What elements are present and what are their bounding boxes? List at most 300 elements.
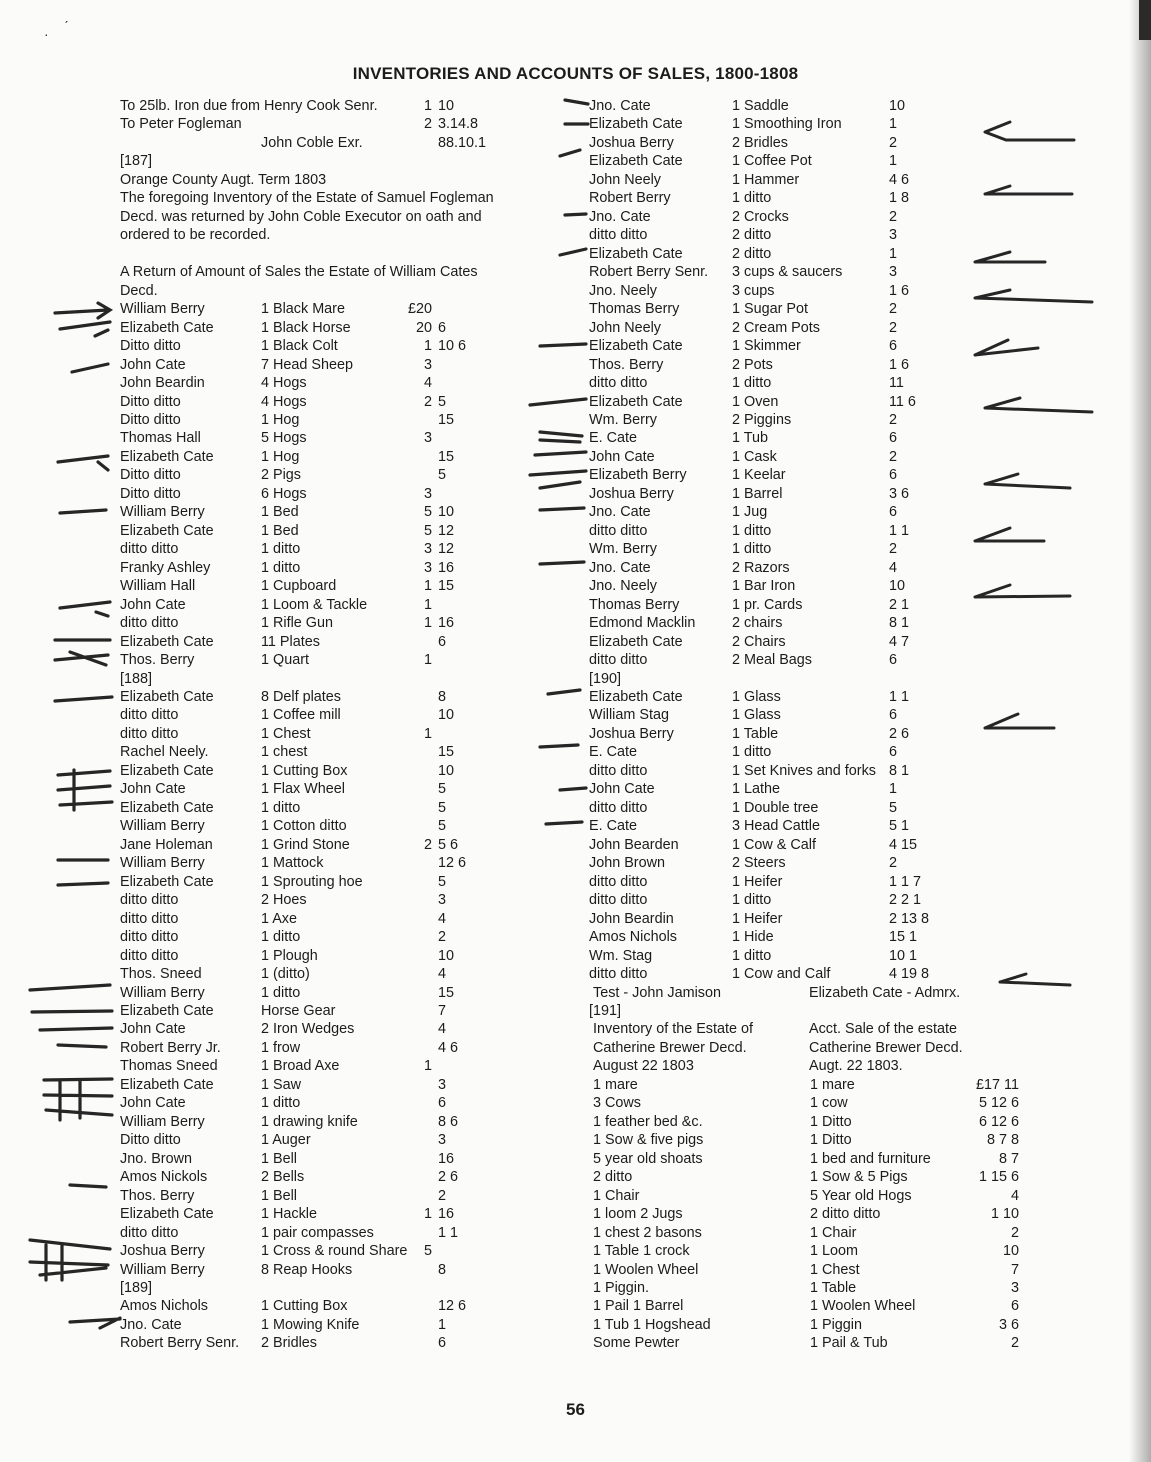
margin-arrow [60, 322, 110, 336]
sale-row [120, 928, 565, 946]
sale-row [120, 836, 565, 854]
sale-row [589, 374, 1044, 392]
buyer-name: ditto ditto [120, 541, 179, 558]
item-description: 2 Meal Bags [732, 652, 812, 669]
shillings-pence-value: 6 [438, 319, 447, 336]
right-column [589, 97, 1044, 1353]
pounds-value: 1 [423, 615, 432, 632]
item-description: 1 Cupboard [261, 578, 337, 595]
shillings-pence-value: 5 [438, 467, 447, 484]
scan-speck: ˊ [64, 18, 69, 34]
item-description: 5 Hogs [261, 430, 307, 447]
item-description: 1 Lathe [732, 781, 781, 798]
sale-item: 1 mare [810, 1076, 855, 1093]
sale-row [120, 577, 565, 595]
buyer-name: William Berry [120, 984, 205, 1001]
shillings-pence-value: 15 [438, 578, 455, 595]
buyer-name: ditto ditto [589, 652, 648, 669]
buyer-name: William Berry [120, 301, 205, 318]
item-description: 1 Hog [261, 411, 300, 428]
sale-value: 5 1 [889, 818, 910, 835]
item-description: 1 pr. Cards [732, 596, 803, 613]
sale-row [120, 411, 565, 429]
sale-row [120, 1020, 565, 1038]
inventory-item: Some Pewter [593, 1335, 680, 1352]
buyer-name: Amos Nichols [589, 929, 677, 946]
buyer-name: William Berry [120, 855, 205, 872]
item-description: 1 Keelar [732, 467, 786, 484]
shillings-pence-value: 5 [438, 873, 447, 890]
item-description: 11 Plates [261, 633, 320, 650]
item-description: 1 Bell [261, 1187, 297, 1204]
sale-row [120, 984, 565, 1002]
item-description: 3 Head Cattle [732, 818, 820, 835]
sale-row [120, 337, 565, 355]
buyer-name: To Peter Fogleman [120, 116, 242, 133]
sale-value: 2 [1010, 1335, 1019, 1352]
pounds-value: 1 [423, 98, 432, 114]
shillings-pence-value: 12 6 [438, 855, 467, 872]
sale-row [589, 651, 1044, 669]
inventory-item: 1 Pail 1 Barrel [593, 1298, 684, 1315]
buyer-name: E. Cate [589, 818, 637, 835]
buyer-name: Jno. Cate [589, 208, 651, 225]
shillings-pence-value: 16 [438, 559, 455, 576]
pounds-value: 1 [423, 652, 432, 669]
sale-item: 1 Woolen Wheel [810, 1298, 916, 1315]
buyer-name: John Cate [589, 448, 655, 465]
sale-row [120, 1205, 565, 1223]
sale-row [589, 596, 1044, 614]
item-description: 1 Coffee Pot [732, 153, 812, 170]
sale-row [589, 743, 1044, 761]
item-description: 7 Head Sheep [261, 356, 354, 373]
sale-item: 1 Table [810, 1280, 857, 1296]
buyer-name: John Neely [589, 171, 661, 188]
buyer-name: Elizabeth Cate [120, 1002, 214, 1019]
sale-row [589, 891, 1044, 909]
margin-arrow [55, 640, 110, 665]
sale-row [589, 947, 1044, 965]
text-line: [191] [589, 1002, 622, 1019]
sale-value: 4 7 [889, 633, 910, 650]
item-description: 1 Coffee mill [261, 707, 341, 724]
sale-value: 4 6 [889, 171, 910, 188]
inventory-sale-row [589, 1261, 1044, 1279]
sale-value: 2 6 [889, 725, 910, 742]
sale-value: 3 [889, 264, 898, 281]
shillings-pence-value: 3 [438, 892, 447, 909]
sale-row [120, 540, 565, 558]
sale-value: 2 13 8 [889, 910, 930, 927]
text-line: The foregoing Inventory of the Estate of Samuel Fogleman [120, 190, 494, 207]
sale-value: 2 [889, 134, 898, 151]
text-line: A Return of Amount of Sales the Estate of William Cates [120, 264, 478, 281]
spacer [120, 245, 565, 263]
margin-arrow [55, 655, 108, 660]
sale-value: 4 [889, 559, 898, 576]
sale-value: 4 [1010, 1187, 1019, 1204]
item-description: 2 Crocks [732, 208, 789, 225]
shillings-pence-value: 15 [438, 411, 455, 428]
sale-row [589, 817, 1044, 835]
item-description: 1 Rifle Gun [261, 615, 333, 632]
sale-row [120, 762, 565, 780]
shillings-pence-value: 2 6 [438, 1169, 459, 1186]
sale-row [120, 1131, 565, 1149]
scan-corner-mark [1139, 0, 1151, 40]
buyer-name: John Brown [589, 855, 665, 872]
buyer-name: John Beardin [120, 375, 205, 392]
sale-value: 2 [889, 855, 898, 872]
buyer-name: ditto ditto [589, 762, 648, 779]
margin-arrow [58, 456, 108, 470]
left-text: August 22 1803 [593, 1058, 694, 1075]
text-line: [188] [120, 670, 153, 687]
inventory-sale-row [589, 1242, 1044, 1260]
item-description: 1 Cotton ditto [261, 818, 347, 835]
buyer-name: Thomas Berry [589, 301, 680, 318]
inventory-sale-row [589, 1187, 1044, 1205]
sale-item: 1 Chair [810, 1224, 857, 1241]
shillings-pence-value: 10 [438, 762, 455, 779]
buyer-name: John Cate [120, 596, 186, 613]
sale-item: 1 Chest [810, 1261, 860, 1278]
left-text: Inventory of the Estate of [593, 1021, 753, 1038]
sale-item: 1 bed and furniture [810, 1150, 931, 1167]
pounds-value: 20 [415, 319, 432, 336]
sale-value: 1 6 [889, 282, 910, 299]
sale-value: 1 15 6 [978, 1169, 1019, 1186]
item-description: 1 Quart [261, 652, 309, 669]
item-description: 3 cups & saucers [732, 264, 843, 281]
buyer-name: Joshua Berry [589, 134, 674, 151]
sale-row [589, 263, 1044, 281]
shillings-pence-value: 5 [438, 781, 447, 798]
sale-row [120, 651, 565, 669]
buyer-name: Thos. Sneed [120, 966, 202, 983]
buyer-name: Elizabeth Cate [120, 799, 214, 816]
buyer-name: Ditto ditto [120, 467, 181, 484]
shillings-pence-value: 15 [438, 744, 455, 761]
buyer-name: William Hall [120, 578, 196, 595]
item-description: 1 Black Horse [261, 319, 351, 336]
margin-arrow [58, 860, 108, 885]
sale-row [120, 965, 565, 983]
item-description: 1 Hackle [261, 1206, 317, 1223]
shillings-pence-value: 4 [438, 1021, 447, 1038]
buyer-name: Elizabeth Cate [120, 762, 214, 779]
buyer-name: Thomas Berry [589, 596, 680, 613]
shillings-pence-value: 12 6 [438, 1298, 467, 1315]
sale-value: 1 1 [889, 522, 910, 539]
buyer-name: Thos. Berry [589, 356, 664, 373]
buyer-name: William Stag [589, 707, 669, 724]
sale-value: 10 [889, 98, 906, 114]
sale-row [589, 706, 1044, 724]
item-description: 1 Bed [261, 504, 299, 521]
sale-row [589, 873, 1044, 891]
sale-row [120, 910, 565, 928]
page-number: 56 [566, 1400, 585, 1419]
buyer-name: ditto ditto [589, 522, 648, 539]
buyer-name: Elizabeth Cate [589, 633, 683, 650]
margin-arrow [58, 1045, 106, 1047]
buyer-name: Elizabeth Cate [589, 245, 683, 262]
shillings-pence-value: 5 6 [438, 836, 459, 853]
buyer-name: ditto ditto [120, 615, 179, 632]
item-description: 1 Black Colt [261, 338, 338, 355]
sale-row [589, 854, 1044, 872]
sale-value: 6 [889, 744, 898, 761]
margin-arrow [70, 1318, 120, 1328]
shillings-pence-value: 8 [438, 689, 447, 705]
buyer-name: Jno. Cate [589, 98, 651, 114]
sale-row [120, 356, 565, 374]
inventory-sale-row [589, 1316, 1044, 1334]
sale-row [120, 1297, 565, 1315]
left-text: Test - John Jamison [593, 984, 721, 1001]
sale-row [120, 1187, 565, 1205]
buyer-name: Jno. Cate [589, 504, 651, 521]
buyer-name: Jno. Cate [120, 1316, 182, 1333]
buyer-name: Franky Ashley [120, 559, 211, 576]
sale-value: 8 7 8 [986, 1132, 1019, 1149]
pounds-value: 5 [423, 1243, 432, 1260]
item-description: 8 Reap Hooks [261, 1261, 353, 1278]
sale-row [589, 226, 1044, 244]
inventory-item: 1 Chair [593, 1187, 640, 1204]
two-part-line [589, 1039, 1044, 1057]
sale-row [589, 559, 1044, 577]
sale-row [589, 245, 1044, 263]
scan-edge-shadow [1129, 0, 1151, 1462]
item-description: 1 Chest [261, 725, 311, 742]
left-margin-arrows [30, 303, 120, 1328]
sale-row [120, 706, 565, 724]
sale-value: 10 [889, 578, 906, 595]
sale-row [589, 115, 1044, 133]
item-description: 1 Axe [261, 910, 298, 927]
sale-item: 1 Ditto [810, 1113, 852, 1130]
buyer-name: ditto ditto [589, 375, 648, 392]
buyer-name: Elizabeth Cate [589, 393, 683, 410]
sale-value: 3 6 [998, 1316, 1019, 1333]
sale-value: 8 7 [998, 1150, 1019, 1167]
inventory-sale-row [589, 1279, 1044, 1297]
sale-value: 3 [1010, 1280, 1019, 1296]
item-description: 2 Piggins [732, 411, 792, 428]
inventory-sale-row [589, 1094, 1044, 1112]
inventory-item: 1 Piggin. [593, 1280, 650, 1296]
sale-row [589, 319, 1044, 337]
sale-value: 2 [889, 301, 898, 318]
item-description: 1 Auger [261, 1132, 311, 1149]
pounds-value: 1 [423, 725, 432, 742]
sale-value: 6 [1010, 1298, 1019, 1315]
buyer-name: Ditto ditto [120, 338, 181, 355]
pounds-value: 3 [423, 485, 432, 502]
item-description: 2 Bridles [261, 1335, 317, 1352]
item-description: 1 Saddle [732, 98, 789, 114]
text-line: [187] [120, 153, 153, 170]
sale-row [120, 688, 565, 706]
shillings-pence-value: 10 6 [438, 338, 467, 355]
sale-row [120, 1039, 565, 1057]
item-description: 2 Bridles [732, 134, 788, 151]
shillings-pence-value: 8 6 [438, 1113, 459, 1130]
item-description: 1 Glass [732, 707, 781, 724]
sale-row [120, 1168, 565, 1186]
item-description: 1 Loom & Tackle [261, 596, 368, 613]
margin-arrow [60, 510, 106, 513]
sale-row [589, 762, 1044, 780]
buyer-name: John Cate [120, 781, 186, 798]
sale-row [120, 743, 565, 761]
buyer-name: John Beardin [589, 910, 674, 927]
sale-row [120, 1150, 565, 1168]
item-description: 1 Tub [732, 430, 769, 447]
buyer-name: Jane Holeman [120, 836, 213, 853]
shillings-pence-value: 8 [438, 1261, 447, 1278]
item-description: 1 Cow and Calf [732, 966, 831, 983]
sale-row [120, 1076, 565, 1094]
sale-row [120, 503, 565, 521]
item-description: 1 Barrel [732, 485, 783, 502]
pounds-value: 1 [423, 1206, 432, 1223]
inventory-item: 5 year old shoats [593, 1150, 703, 1167]
shillings-pence-value: 88.10.1 [438, 134, 487, 151]
item-description: 1 chest [261, 744, 308, 761]
pounds-value: 3 [423, 430, 432, 447]
item-description: 1 Double tree [732, 799, 819, 816]
buyer-name: Joshua Berry [589, 485, 674, 502]
sale-value: 11 [889, 375, 904, 392]
buyer-name: Elizabeth Cate [120, 1076, 214, 1093]
sale-value: 6 [889, 707, 898, 724]
pounds-value: 5 [423, 522, 432, 539]
sale-item: 1 Piggin [810, 1316, 863, 1333]
margin-arrow [30, 985, 112, 1030]
shillings-pence-value: 16 [438, 1150, 455, 1167]
sale-value: 6 12 6 [978, 1113, 1019, 1130]
margin-arrow [55, 303, 110, 318]
sale-row [589, 152, 1044, 170]
sale-row [589, 411, 1044, 429]
inventory-item: 2 ditto [593, 1169, 633, 1186]
sale-row [589, 429, 1044, 447]
sale-value: 3 [889, 227, 898, 244]
buyer-name: ditto ditto [589, 892, 648, 909]
sale-value: £17 11 [976, 1076, 1019, 1093]
text-line: Decd. [120, 282, 158, 299]
sale-row [120, 1334, 565, 1352]
buyer-name: Robert Berry Senr. [589, 264, 709, 281]
sale-row [120, 947, 565, 965]
item-description: 1 Hide [732, 929, 774, 946]
sale-value: 1 6 [889, 356, 910, 373]
sale-value: 2 [889, 319, 898, 336]
right-text: Catherine Brewer Decd. [809, 1039, 963, 1056]
item-description: 2 Steers [732, 855, 786, 872]
text-line: [189] [120, 1280, 153, 1296]
two-part-line [589, 1057, 1044, 1075]
sale-row [120, 1113, 565, 1131]
shillings-pence-value: 3 [438, 1132, 447, 1149]
buyer-name: Joshua Berry [120, 1243, 205, 1260]
sale-row [589, 97, 1044, 115]
buyer-name: Jno. Neely [589, 578, 657, 595]
pounds-value: 2 [423, 836, 432, 853]
buyer-name: Elizabeth Cate [589, 689, 683, 705]
buyer-name: Ditto ditto [120, 485, 181, 502]
sale-item: 2 ditto ditto [810, 1206, 881, 1223]
shillings-pence-value: 3.14.8 [438, 116, 479, 133]
pounds-value: 1 [423, 338, 432, 355]
sale-row [589, 836, 1044, 854]
item-description: 1 Hog [261, 448, 300, 465]
sale-row [589, 614, 1044, 632]
buyer-name: Amos Nickols [120, 1169, 208, 1186]
sale-row [589, 466, 1044, 484]
sale-row [120, 1316, 565, 1334]
sale-row [589, 300, 1044, 318]
item-description: 1 ditto [732, 522, 772, 539]
sale-row [589, 928, 1044, 946]
sale-value: 2 1 [889, 596, 910, 613]
sale-row [589, 725, 1044, 743]
pounds-value: 1 [423, 1058, 432, 1075]
item-description: 2 Hoes [261, 892, 307, 909]
item-description: 4 Hogs [261, 393, 307, 410]
sale-row [120, 522, 565, 540]
item-description: 1 Heifer [732, 873, 783, 890]
buyer-name: Elizabeth Cate [120, 689, 214, 705]
item-description: 1 Oven [732, 393, 779, 410]
buyer-name: ditto ditto [120, 1224, 179, 1241]
text-line: Orange County Augt. Term 1803 [120, 171, 327, 188]
buyer-name: Ditto ditto [120, 411, 181, 428]
sale-row [120, 873, 565, 891]
item-description: 6 Hogs [261, 485, 307, 502]
buyer-name: Thos. Berry [120, 652, 195, 669]
sale-row [120, 1002, 565, 1020]
sale-row [120, 633, 565, 651]
item-description: 1 Mowing Knife [261, 1316, 360, 1333]
buyer-name: John Cate [120, 356, 186, 373]
sale-value: 2 [889, 541, 898, 558]
item-description: 2 Pigs [261, 467, 301, 484]
shillings-pence-value: 2 [438, 929, 447, 946]
margin-arrow [565, 214, 586, 215]
item-description: 1 Cross & round Share [261, 1243, 408, 1260]
item-description: 1 Smoothing Iron [732, 116, 842, 133]
item-description: 3 cups [732, 282, 775, 299]
pounds-value: 1 [423, 596, 432, 613]
buyer-name: John Cate [120, 1021, 186, 1038]
shillings-pence-value: 2 [438, 1187, 447, 1204]
inventory-item: 1 mare [593, 1076, 638, 1093]
buyer-name: ditto ditto [120, 910, 179, 927]
shillings-pence-value: 3 [438, 1076, 447, 1093]
sale-row [589, 189, 1044, 207]
pounds-value: 5 [423, 504, 432, 521]
sale-value: 1 [889, 116, 898, 133]
sale-row [589, 688, 1044, 706]
item-description: 1 ditto [261, 984, 301, 1001]
sale-value: 6 [889, 338, 898, 355]
sale-row [589, 540, 1044, 558]
